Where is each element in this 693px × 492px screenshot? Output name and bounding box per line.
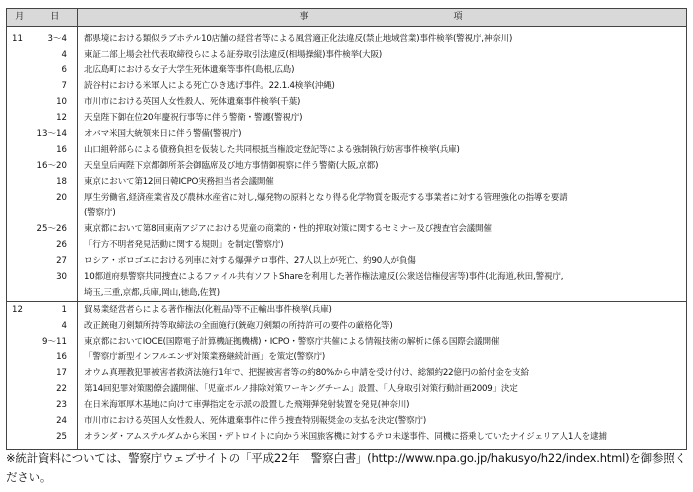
day-cell: 6 — [61, 65, 67, 76]
month-cell — [7, 429, 33, 445]
event-cell: 天皇陛下御在位20年慶祝行事等に伴う警衛・警護(警視庁) — [78, 110, 687, 126]
day-cell: 26 — [56, 240, 67, 251]
table-row — [7, 47, 687, 63]
month-cell — [7, 238, 33, 254]
table-row — [7, 79, 687, 95]
day-cell: 30 — [56, 272, 67, 282]
day-cell: 22 — [56, 384, 67, 395]
day-cell: 16～20 — [36, 160, 67, 171]
month-cell — [7, 158, 33, 174]
table-row — [7, 269, 687, 285]
day-cell: 10 — [56, 97, 67, 108]
table-row — [7, 253, 687, 269]
event-cell: 第14回犯罪対策閣僚会議開催、「児童ポルノ排除対策ワーキングチーム」設置、「人身取引対策行動計画2009」決定 — [78, 382, 687, 398]
month-header: 月 — [7, 9, 33, 27]
event-cell: オウム真理教犯罪被害者救済法施行1年で、把握被害者等の約80%から申請を受け付け、総額約22億円の給付金を支給 — [78, 366, 687, 382]
table-row — [7, 334, 687, 350]
day-cell: 4 — [61, 49, 67, 60]
event-cell: 市川市における英国人女性殺人、死体遺棄事件検挙(千葉) — [78, 95, 687, 111]
day-cell: 4 — [61, 320, 67, 331]
table-row — [7, 318, 687, 334]
event-cell: 市川市における英国人女性殺人、死体遺棄事件に伴う捜査特別報奨金の支払を決定(警察庁) — [78, 413, 687, 429]
table-row — [7, 126, 687, 142]
day-cell: 13～14 — [36, 128, 67, 139]
month-cell — [7, 206, 33, 222]
month-cell — [7, 285, 33, 301]
event-cell: オバマ米国大統領来日に伴う警備(警視庁) — [78, 126, 687, 142]
month-cell — [7, 334, 33, 350]
event-cell: 東証二部上場会社代表取締役らによる証券取引法違反(相場操縦)事件検挙(大阪) — [78, 47, 687, 63]
event-cell: 貿易業経営者らによる著作権法(化粧品)等不正輸出事件検挙(兵庫) — [78, 302, 687, 318]
month-cell — [7, 174, 33, 190]
month-cell — [7, 397, 33, 413]
event-cell: (警察庁) — [78, 206, 687, 222]
table-row — [7, 206, 687, 222]
table-row — [7, 238, 687, 254]
event-cell: 北広島町における女子大学生死体遺棄等事件(島根,広島) — [78, 63, 687, 79]
table-row — [7, 158, 687, 174]
table-row — [7, 31, 687, 47]
table-header-row — [7, 9, 687, 27]
event-cell: 山口組幹部らによる債務負担を仮装した共同根抵当権設定登記等による強制執行妨害事件検挙(兵庫) — [78, 142, 687, 158]
month-cell — [7, 47, 33, 63]
month-cell — [7, 318, 33, 334]
month-cell — [7, 222, 33, 238]
table-row — [7, 350, 687, 366]
table-row — [7, 382, 687, 398]
table-row — [7, 95, 687, 111]
day-header: 日 — [33, 9, 78, 27]
day-cell: 25～26 — [36, 224, 67, 235]
month-cell — [7, 366, 33, 382]
event-cell: 「警察庁新型インフルエンザ対策業務継続計画」を策定(警察庁) — [78, 350, 687, 366]
month-cell — [7, 269, 33, 285]
event-cell: 厚生労働省,経済産業省及び農林水産省に対し,爆発物の原料となり得る化学物質を販売する事業者に対する管理強化の指導を要請 — [78, 190, 687, 206]
day-cell: 12 — [56, 113, 67, 124]
chronology-table — [6, 8, 687, 450]
table-row — [7, 366, 687, 382]
day-cell: 16 — [56, 352, 67, 363]
day-cell: 18 — [56, 176, 67, 187]
event-cell: 東京都において第8回東南アジアにおける児童の商業的・性的搾取対策に関するセミナー及び捜査官会議開催 — [78, 222, 687, 238]
table-row — [7, 63, 687, 79]
event-cell: 天皇皇后両陛下京都御所茶会御臨席及び地方事情御視察に伴う警衛(大阪,京都) — [78, 158, 687, 174]
day-cell: 16 — [56, 144, 67, 155]
table-row — [7, 285, 687, 301]
table-row — [7, 190, 687, 206]
event-header: 事 項 — [78, 9, 687, 27]
month-cell — [7, 190, 33, 206]
day-cell: 27 — [56, 256, 67, 267]
event-cell: オランダ・アムステルダムから米国・デトロイトに向かう米国旅客機に対するテロ未遂事件、同機に搭乗していたナイジェリア人1人を逮捕 — [78, 429, 687, 445]
table-row — [7, 413, 687, 429]
table-row — [7, 222, 687, 238]
table-row — [7, 302, 687, 318]
day-cell — [33, 285, 78, 301]
event-cell: 「行方不明者発見活動に関する規則」を制定(警察庁) — [78, 238, 687, 254]
table-row — [7, 142, 687, 158]
day-cell: 20 — [56, 192, 67, 203]
day-cell: 7 — [61, 81, 67, 92]
day-cell — [33, 206, 78, 222]
table-row — [7, 429, 687, 445]
table-row — [7, 174, 687, 190]
month-cell — [7, 126, 33, 142]
event-cell: ロシア・ボロゴエにおける列車に対する爆弾テロ事件、27人以上が死亡、約90人が負傷 — [78, 253, 687, 269]
month-cell — [7, 413, 33, 429]
month-cell — [7, 142, 33, 158]
month-cell — [7, 79, 33, 95]
event-cell: 10都道府県警察共同捜査によるファイル共有ソフトShareを利用した著作権法違反(公衆送信権侵害等)事件(北海道,秋田,警視庁, — [78, 269, 687, 285]
month-cell — [7, 95, 33, 111]
day-cell: 3～4 — [47, 33, 67, 44]
day-cell: 1 — [33, 302, 78, 318]
day-cell: 24 — [56, 416, 67, 427]
day-cell: 25 — [56, 431, 67, 442]
month-cell: 11 — [12, 33, 23, 44]
event-cell: 埼玉,三重,京都,兵庫,岡山,徳島,佐賀) — [78, 285, 687, 301]
event-cell: 東京において第12回日韓ICPO実務担当者会議開催 — [78, 174, 687, 190]
month-cell — [7, 110, 33, 126]
chronology-body — [7, 27, 687, 450]
month-cell — [7, 253, 33, 269]
event-cell: 在日米海軍厚木基地に向けて車弾指定を示派の設置した飛翔弾発射装置を発見(神奈川) — [78, 397, 687, 413]
table-row — [7, 397, 687, 413]
table-row — [7, 110, 687, 126]
footnote: ※統計資料については、警察庁ウェブサイトの「平成22年 警察白書」(http://www.npa.go.jp/hakusyo/h22/index.html)を御参照ください。 — [6, 451, 686, 484]
month-cell — [7, 382, 33, 398]
event-cell: 東京都においてIOCE(国際電子計算機証拠機構)・ICPO・警察庁共催による情報技術の解析に係る国際会議開催 — [78, 334, 687, 350]
event-cell: 都県境における類似ラブホテル10店舗の経営者等による風営適正化法違反(禁止地域営業)事件検挙(警視庁,神奈川) — [78, 31, 687, 47]
day-cell: 9～11 — [42, 336, 67, 347]
month-cell — [7, 350, 33, 366]
day-cell: 17 — [56, 368, 67, 379]
event-cell: 読谷村における米軍人による死亡ひき逃げ事件。22.1.4検挙(沖縄) — [78, 79, 687, 95]
day-cell: 23 — [56, 400, 67, 411]
event-cell: 改正銃砲刀剣類所持等取締法の全面施行(銃砲刀剣類の所持許可の要件の厳格化等) — [78, 318, 687, 334]
month-cell: 12 — [7, 302, 33, 318]
month-cell — [7, 63, 33, 79]
